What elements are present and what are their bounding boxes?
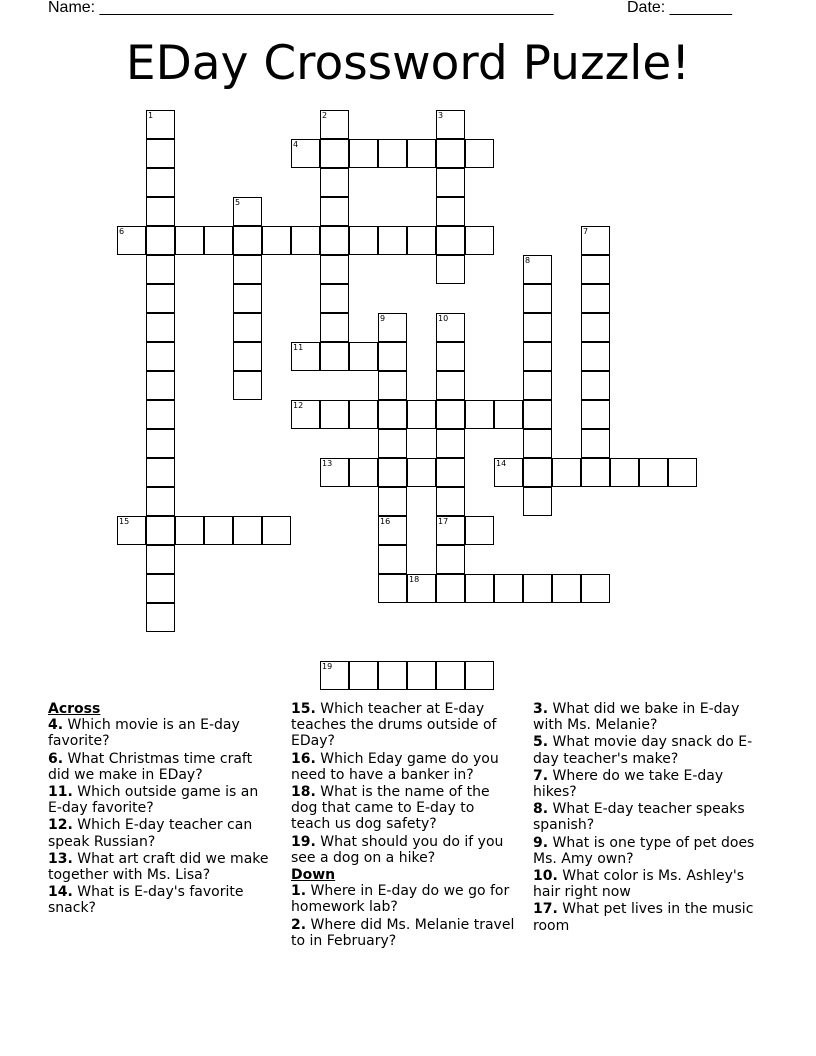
grid-cell[interactable] xyxy=(117,226,146,255)
grid-cell-number: 4 xyxy=(293,140,299,149)
clue-across-12: 12. Which E-day teacher can speak Russian? xyxy=(48,817,253,850)
grid-cell-number: 3 xyxy=(438,111,444,120)
grid-cell[interactable] xyxy=(436,226,465,255)
grid-cell-number: 19 xyxy=(322,662,333,671)
grid-cell[interactable] xyxy=(349,226,378,255)
grid-cell[interactable] xyxy=(552,574,581,603)
grid-cell-number: 6 xyxy=(119,227,125,236)
grid-cell[interactable] xyxy=(523,400,552,429)
grid-cell-number: 7 xyxy=(583,227,589,236)
grid-cell-number: 2 xyxy=(322,111,328,120)
grid-cell[interactable] xyxy=(175,516,204,545)
grid-cell[interactable] xyxy=(146,284,175,313)
grid-cell-number: 9 xyxy=(380,314,386,323)
clue-across-4: 4. Which movie is an E-day favorite? xyxy=(48,717,240,750)
grid-cell-number: 17 xyxy=(438,517,449,526)
clue-down-5: 5. What movie day snack do E-day teacher's make? xyxy=(533,734,753,767)
grid-cell[interactable] xyxy=(407,139,436,168)
grid-cell[interactable] xyxy=(378,371,407,400)
clue-down-3: 3. What did we bake in E-day with Ms. Melanie? xyxy=(533,701,740,734)
grid-cell[interactable] xyxy=(523,255,552,284)
grid-cell[interactable] xyxy=(146,313,175,342)
grid-cell[interactable] xyxy=(523,284,552,313)
grid-cell[interactable] xyxy=(320,284,349,313)
grid-cell[interactable] xyxy=(320,110,349,139)
clue-across-14: 14. What is E-day's favorite snack? xyxy=(48,884,244,917)
grid-cell[interactable] xyxy=(320,255,349,284)
grid-cell-number: 18 xyxy=(409,575,420,584)
grid-cell[interactable] xyxy=(146,168,175,197)
grid-cell[interactable] xyxy=(436,342,465,371)
grid-cell[interactable] xyxy=(581,458,610,487)
grid-cell[interactable] xyxy=(291,139,320,168)
grid-cell[interactable] xyxy=(436,313,465,342)
grid-cell[interactable] xyxy=(465,139,494,168)
grid-cell[interactable] xyxy=(523,487,552,516)
grid-cell[interactable] xyxy=(465,400,494,429)
grid-cell[interactable] xyxy=(436,139,465,168)
clue-across-13: 13. What art craft did we make together with Ms. Lisa? xyxy=(48,850,269,884)
grid-cell[interactable] xyxy=(146,574,175,603)
clue-down-2: 2. Where did Ms. Melanie travel to in February? xyxy=(291,916,515,949)
grid-cell[interactable] xyxy=(523,342,552,371)
grid-cell[interactable] xyxy=(436,574,465,603)
grid-cell[interactable] xyxy=(552,458,581,487)
grid-cell[interactable] xyxy=(494,574,523,603)
grid-cell[interactable] xyxy=(204,226,233,255)
page-title: EDay Crossword Puzzle! xyxy=(125,36,691,91)
clue-down-9: 9. What is one type of pet does Ms. Amy own? xyxy=(533,834,755,867)
grid-cell[interactable] xyxy=(320,139,349,168)
grid-cell-number: 16 xyxy=(380,517,391,526)
grid-cell[interactable] xyxy=(523,574,552,603)
clue-across-18: 18. What is the name of the dog that came to E-day to teach us dog safety? xyxy=(291,784,490,833)
grid-cell[interactable] xyxy=(465,516,494,545)
grid-cell[interactable] xyxy=(581,429,610,458)
grid-cell[interactable] xyxy=(262,226,291,255)
grid-cell[interactable] xyxy=(436,197,465,226)
grid-cell[interactable] xyxy=(291,226,320,255)
clue-across-15: 15. Which teacher at E-day teaches the drums outside of EDay? xyxy=(291,701,497,750)
grid-cell[interactable] xyxy=(378,342,407,371)
clue-column-3 xyxy=(533,701,763,935)
grid-cell[interactable] xyxy=(407,661,436,690)
grid-cell[interactable] xyxy=(146,545,175,574)
grid-cell[interactable] xyxy=(320,226,349,255)
grid-cell[interactable] xyxy=(378,487,407,516)
grid-cell[interactable] xyxy=(146,226,175,255)
grid-cell[interactable] xyxy=(494,400,523,429)
grid-cell[interactable] xyxy=(436,168,465,197)
across-heading: Across xyxy=(48,701,101,717)
grid-cell[interactable] xyxy=(233,342,262,371)
grid-cell-number: 12 xyxy=(293,401,304,410)
grid-cell-number: 11 xyxy=(293,343,304,352)
grid-cell[interactable] xyxy=(378,400,407,429)
grid-cell[interactable] xyxy=(146,458,175,487)
grid-cell[interactable] xyxy=(146,429,175,458)
grid-cell-number: 8 xyxy=(525,256,531,265)
grid-cell[interactable] xyxy=(233,516,262,545)
grid-cell[interactable] xyxy=(349,661,378,690)
grid-cell[interactable] xyxy=(407,226,436,255)
grid-cell-number: 15 xyxy=(119,517,130,526)
grid-cell[interactable] xyxy=(146,197,175,226)
grid-cell[interactable] xyxy=(146,255,175,284)
grid-cell[interactable] xyxy=(378,574,407,603)
grid-cell[interactable] xyxy=(581,574,610,603)
grid-cell[interactable] xyxy=(494,458,523,487)
grid-cell[interactable] xyxy=(465,574,494,603)
grid-cell[interactable] xyxy=(349,458,378,487)
grid-cell[interactable] xyxy=(146,139,175,168)
grid-cell-number: 1 xyxy=(148,111,154,120)
grid-cell[interactable] xyxy=(233,313,262,342)
grid-cell[interactable] xyxy=(146,516,175,545)
grid-cell[interactable] xyxy=(146,371,175,400)
grid-cell[interactable] xyxy=(233,371,262,400)
grid-cell[interactable] xyxy=(320,197,349,226)
clue-across-19: 19. What should you do if you see a dog on a hike? xyxy=(291,833,504,866)
grid-cell[interactable] xyxy=(233,255,262,284)
grid-cell[interactable] xyxy=(233,284,262,313)
grid-cell[interactable] xyxy=(639,458,668,487)
clue-down-8: 8. What E-day teacher speaks spanish? xyxy=(533,801,745,834)
grid-cell-number: 14 xyxy=(496,459,507,468)
grid-cell[interactable] xyxy=(581,313,610,342)
grid-cell[interactable] xyxy=(407,574,436,603)
grid-cell[interactable] xyxy=(465,661,494,690)
grid-cell[interactable] xyxy=(320,313,349,342)
grid-cell[interactable] xyxy=(320,342,349,371)
grid-cell[interactable] xyxy=(146,110,175,139)
grid-cell[interactable] xyxy=(233,226,262,255)
clue-down-10: 10. What color is Ms. Ashley's hair right now xyxy=(533,868,745,901)
grid-cell-number: 13 xyxy=(322,459,333,468)
grid-cell[interactable] xyxy=(378,313,407,342)
grid-cell[interactable] xyxy=(291,342,320,371)
clue-column-2 xyxy=(291,701,517,950)
grid-cell[interactable] xyxy=(320,400,349,429)
grid-cell[interactable] xyxy=(436,110,465,139)
grid-cell[interactable] xyxy=(233,197,262,226)
grid-cell-number: 5 xyxy=(235,198,241,207)
grid-cell[interactable] xyxy=(610,458,639,487)
grid-cell[interactable] xyxy=(146,487,175,516)
grid-cell[interactable] xyxy=(436,661,465,690)
grid-cell[interactable] xyxy=(436,487,465,516)
grid-cell[interactable] xyxy=(581,284,610,313)
grid-cell[interactable] xyxy=(436,400,465,429)
grid-cell[interactable] xyxy=(349,139,378,168)
clue-across-11: 11. Which outside game is an E-day favorite? xyxy=(48,784,259,817)
grid-cell[interactable] xyxy=(581,342,610,371)
grid-cell[interactable] xyxy=(117,516,146,545)
grid-cell[interactable] xyxy=(349,342,378,371)
grid-cell[interactable] xyxy=(436,255,465,284)
clue-down-1: 1. Where in E-day do we go for homework lab? xyxy=(291,883,510,916)
grid-cell[interactable] xyxy=(146,342,175,371)
grid-cell[interactable] xyxy=(262,516,291,545)
grid-cell-number: 10 xyxy=(438,314,449,323)
clue-down-7: 7. Where do we take E-day hikes? xyxy=(533,767,724,801)
grid-cell[interactable] xyxy=(436,545,465,574)
clue-across-16: 16. Which Eday game do you need to have a banker in? xyxy=(291,750,499,783)
clue-down-17: 17. What pet lives in the music room xyxy=(533,901,754,934)
grid-cell[interactable] xyxy=(668,458,697,487)
grid-cell[interactable] xyxy=(175,226,204,255)
grid-cell[interactable] xyxy=(204,516,233,545)
date-field-label: Date: _______ xyxy=(627,0,732,16)
grid-cell[interactable] xyxy=(407,458,436,487)
grid-cell[interactable] xyxy=(291,400,320,429)
grid-cell[interactable] xyxy=(436,371,465,400)
grid-cell[interactable] xyxy=(378,226,407,255)
grid-cell[interactable] xyxy=(436,516,465,545)
grid-cell[interactable] xyxy=(320,458,349,487)
grid-cell[interactable] xyxy=(436,429,465,458)
grid-cell[interactable] xyxy=(581,400,610,429)
grid-cell[interactable] xyxy=(407,400,436,429)
grid-cell[interactable] xyxy=(378,516,407,545)
name-field-label: Name: ___________________________________________________ xyxy=(48,0,554,16)
grid-cell[interactable] xyxy=(146,400,175,429)
grid-cell[interactable] xyxy=(378,545,407,574)
grid-cell[interactable] xyxy=(436,458,465,487)
grid-cell[interactable] xyxy=(320,168,349,197)
grid-cell[interactable] xyxy=(581,371,610,400)
grid-cell[interactable] xyxy=(378,139,407,168)
grid-cell[interactable] xyxy=(146,603,175,632)
grid-cell[interactable] xyxy=(349,400,378,429)
grid-cell[interactable] xyxy=(320,661,349,690)
grid-cell[interactable] xyxy=(523,371,552,400)
down-heading: Down xyxy=(291,867,336,884)
clue-across-6: 6. What Christmas time craft did we make in EDay? xyxy=(48,750,253,783)
grid-cell[interactable] xyxy=(378,458,407,487)
grid-cell[interactable] xyxy=(523,313,552,342)
grid-cell[interactable] xyxy=(378,661,407,690)
grid-cell[interactable] xyxy=(523,458,552,487)
grid-cell[interactable] xyxy=(581,255,610,284)
grid-cell[interactable] xyxy=(581,226,610,255)
clue-column-1 xyxy=(48,701,274,918)
grid-cell[interactable] xyxy=(465,226,494,255)
grid-cell[interactable] xyxy=(523,429,552,458)
grid-cell[interactable] xyxy=(378,429,407,458)
